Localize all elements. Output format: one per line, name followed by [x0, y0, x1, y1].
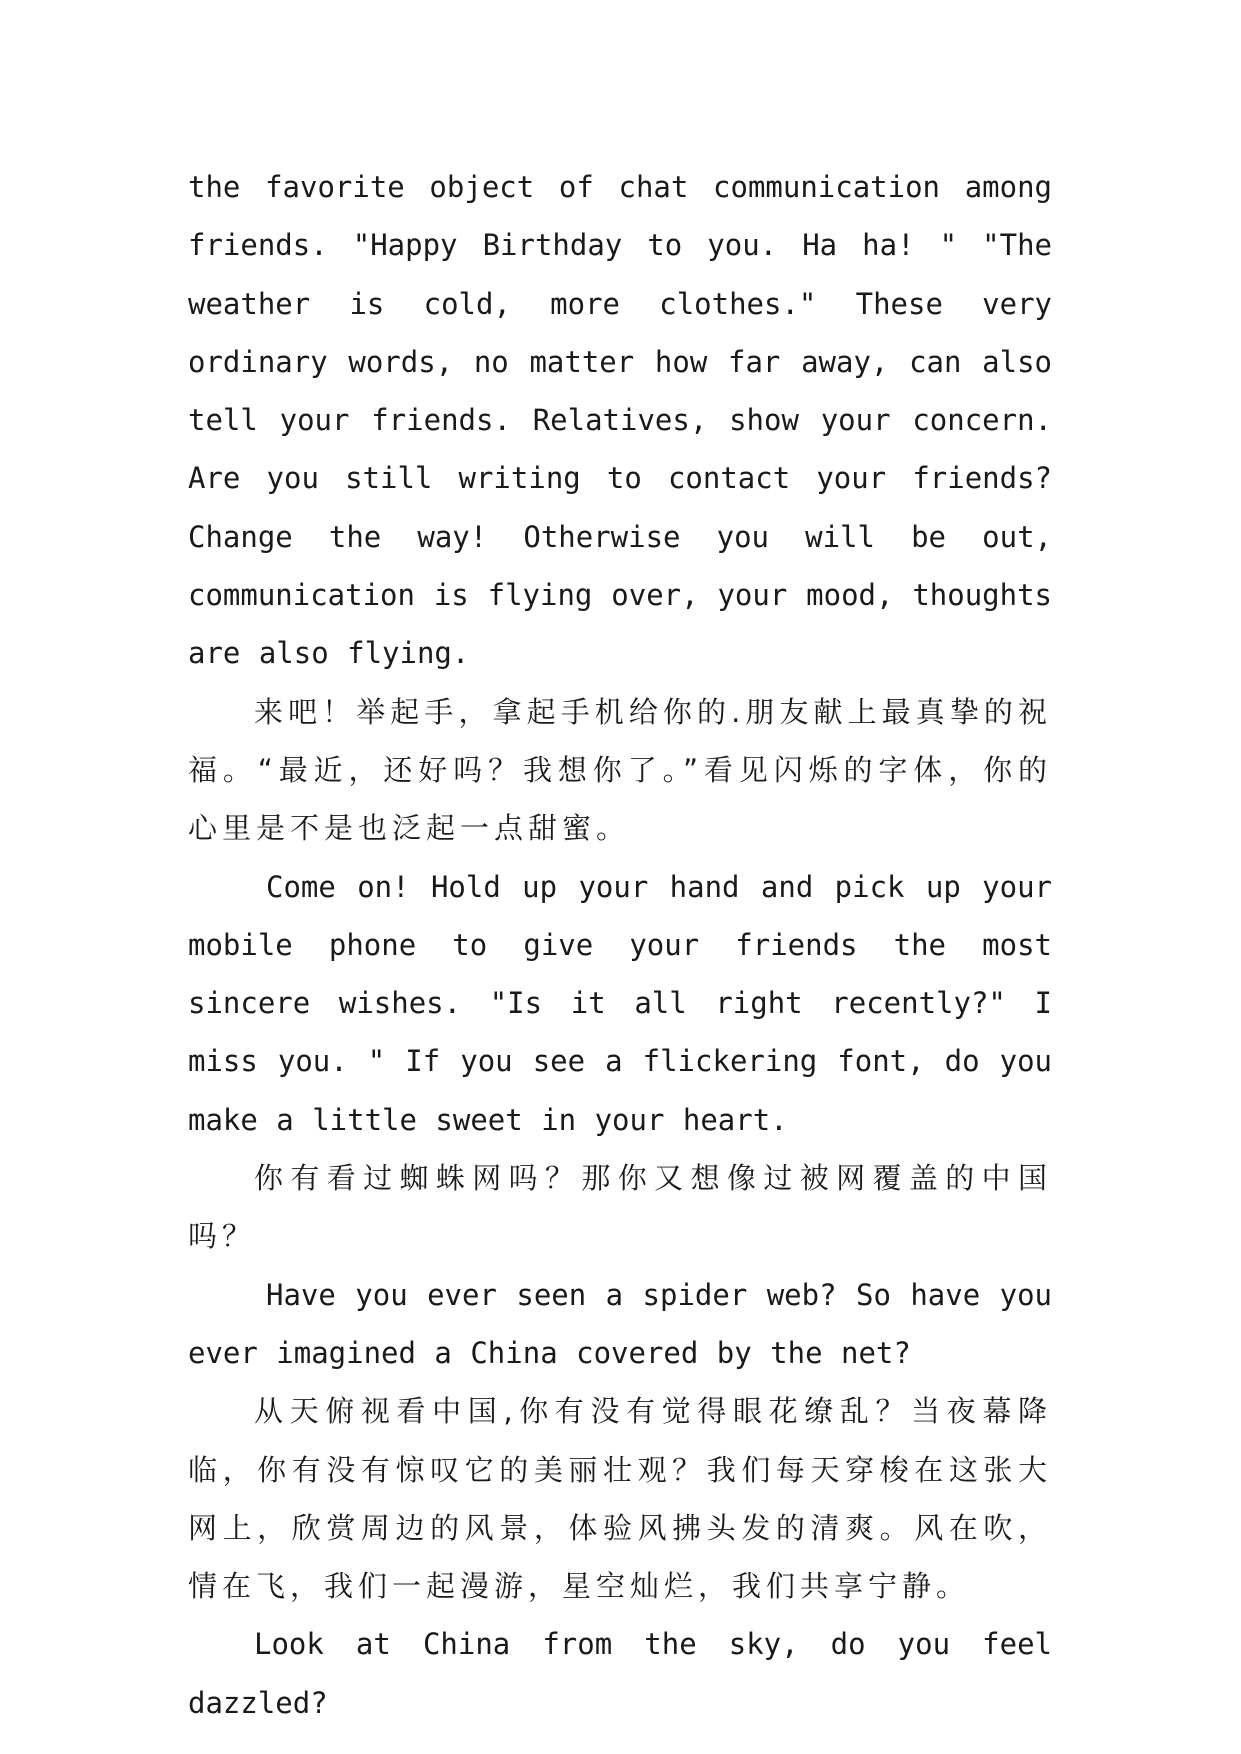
paragraph-en-4: Look at China from the sky, do you feel dazzled? — [188, 1627, 1052, 1720]
paragraph-en-3: Have you ever seen a spider web? So have you ever imagined a China covered by the net? — [188, 1277, 1052, 1370]
paragraph-zh-1: 来吧！举起手，拿起手机给你的.朋友献上最真挚的祝福。“最近，还好吗？我想你了。”看见闪烁的字体，你的心里是不是也泛起一点甜蜜。 — [188, 694, 1052, 846]
document-page — [188, 158, 1052, 1732]
paragraph-zh-3: 从天俯视看中国,你有没有觉得眼花缭乱？当夜幕降临，你有没有惊叹它的美丽壮观？我们每天穿梭在这张大网上，欣赏周边的风景，体验风拂头发的清爽。风在吹，情在飞，我们一起漫游，星空灿烂，我们共享宁静。 — [188, 1394, 1052, 1604]
paragraph-zh-2: 你有看过蜘蛛网吗？那你又想像过被网覆盖的中国吗？ — [188, 1161, 1052, 1254]
paragraph-en-2: Come on! Hold up your hand and pick up your mobile phone to give your friends the most sincere wishes. "Is it all right recently?" I miss you. " If you see a flickering font, do you make a little sweet in your heart. — [188, 869, 1052, 1137]
paragraph-en-1: the favorite object of chat communication among friends. "Happy Birthday to you. Ha ha! " "The weather is cold, more clothes." These very ordinary words, no matter how far away, can also tell your friends. Relatives, show your concern. Are you still writing to contact your friends? Change the way! Otherwise you will be out, communication is flying over, your mood, thoughts are also flying. — [188, 170, 1052, 671]
